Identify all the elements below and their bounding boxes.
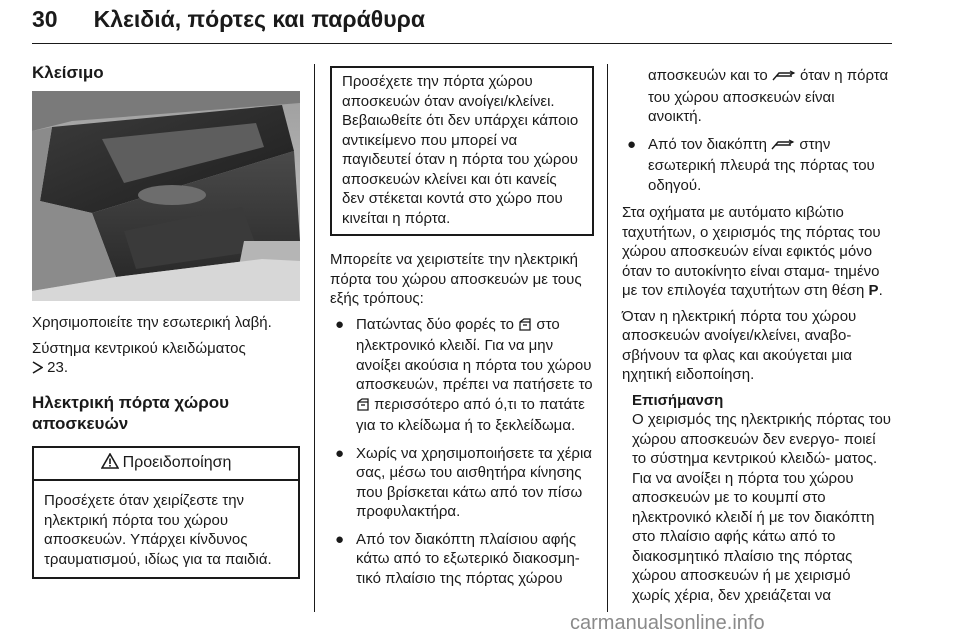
bullet-text: Πατώντας δύο φορές το [356, 315, 519, 333]
list-item [622, 135, 892, 196]
bullet-text: Από τον διακόπτη πλαίσιου αφής κάτω από το εξωτερικό διακοσμη- τικό πλαίσιο της πόρτας χώρου [356, 530, 580, 587]
tailgate-key-icon [356, 397, 370, 417]
chapter-title: Κλειδιά, πόρτες και παράθυρα [93, 6, 425, 32]
warning-box [32, 446, 300, 580]
tailgate-switch-icon [771, 137, 795, 157]
paragraph-text: Στα οχήματα με αυτόματο κιβώτιο ταχυτήτων, ο χειρισμός της πόρτας του χώρου αποσκευών είναι εφικτός μόνο όταν το αυτοκίνητο είναι σταμα- τημένο με τον επιλογέα ταχυτήτων στη θέση [622, 204, 881, 299]
tailgate-switch-icon [772, 68, 796, 88]
bullet-text: αποσκευών και το [648, 67, 772, 84]
bullet-text: Από τον διακόπτη [648, 135, 772, 153]
tailgate-key-icon [518, 317, 532, 337]
column-3 [622, 66, 892, 605]
bullet: ● [627, 135, 637, 153]
note-block [622, 391, 892, 606]
bullet-text: στην εσωτερική πλευρά της πόρτας του οδηγού. [648, 135, 875, 194]
list-item [330, 315, 594, 436]
header-divider [32, 43, 892, 44]
column-divider-2 [607, 64, 608, 612]
operation-list-continued [622, 66, 892, 195]
bullet-text: στο ηλεκτρονικό κλειδί. Για να μην ανοίξει ακούσια η πόρτα του χώρου αποσκευών, πρέπει να πατήσετε το [356, 315, 593, 393]
inner-handle-text: Χρησιμοποιείτε την εσωτερική λαβή. [32, 314, 272, 331]
note-title: Επισήμανση [632, 391, 724, 409]
automatic-transmission-text [622, 203, 892, 301]
page-header [32, 6, 425, 33]
bullet-text: Χωρίς να χρησιμοποιήσετε τα χέρια σας, μέσω του αισθητήρα κίνησης που βρίσκεται κάτω από τον πίσω προφυλακτήρα. [356, 444, 592, 520]
operation-list [330, 315, 594, 589]
warning-title: Προειδοποίηση [122, 453, 232, 471]
warning-text: Προσέχετε όταν χειρίζεστε την ηλεκτρική πόρτα του χώρου αποσκευών. Υπάρχει κίνδυνος τραυματισμού, ιδίως για τα παιδιά. [44, 492, 272, 568]
section-title: Ηλεκτρική πόρτα χώρου αποσκευών [32, 392, 230, 433]
caution-box: Προσέχετε την πόρτα χώρου αποσκευών όταν ανοίγει/κλείνει. Βεβαιωθείτε ότι δεν υπάρχει κάποιο αντικείμενο που μπορεί να παγιδευτεί όταν η πόρτα του χώρου αποσκευών κλείνει και ότι κανείς δεν στέκεται κοντά στο χώρο που κινείται η πόρτα. [330, 66, 594, 236]
central-locking-ref [32, 339, 300, 380]
operation-intro: Μπορείτε να χειριστείτε την ηλεκτρική πόρτα του χώρου αποσκευών με τους εξής τρόπους: [330, 251, 582, 307]
bullet: ● [335, 444, 345, 462]
list-item [622, 66, 892, 127]
paragraph-end: . [878, 282, 883, 299]
tailgate-photo [32, 91, 300, 301]
warning-header [34, 448, 298, 482]
bullet: ● [335, 315, 345, 333]
watermark: carmanualsonline.info [570, 612, 765, 634]
note-text: Ο χειρισμός της ηλεκτρικής πόρτας του χώρου αποσκευών δεν ενεργο- ποιεί το σύστημα κεντρικού κλειδώ- ματος. Για να ανοίξει η πόρτα του χώρου αποσκευών με το κουμπί στο ηλεκτρονικό κλειδί ή με τον διακόπτη στο πλαίσιο αφής κάτω από το διακοσμητικό πλαίσιο της πόρτας χώρου αποσκευών ή με χειρισμό χωρίς χέρια, δεν χρειάζεται να [632, 411, 892, 604]
reference-arrow-icon [32, 360, 43, 380]
bullet-text: όταν η πόρτα του χώρου αποσκευών είναι ανοικτή. [648, 67, 889, 125]
page-reference: 23. [43, 359, 69, 376]
bullet: ● [335, 530, 345, 548]
column-divider-1 [314, 64, 315, 612]
list-item [330, 444, 594, 522]
indicator-text: Όταν η ηλεκτρική πόρτα του χώρου αποσκευών ανοίγει/κλείνει, αναβο- σβήνουν τα φλας και ακούγεται μια ηχητική ειδοποίηση. [622, 307, 857, 383]
column-2 [330, 66, 594, 596]
page-number: 30 [32, 6, 58, 32]
closing-heading: Κλείσιμο [32, 63, 104, 82]
central-locking-label: Σύστημα κεντρικού κλειδώματος [32, 339, 246, 357]
warning-triangle-icon [101, 453, 119, 475]
bullet-text: περισσότερο από ό,τι το πατάτε για το κλείδωμα ή το ξεκλείδωμα. [356, 395, 585, 434]
column-1 [32, 62, 300, 579]
gear-position: P [868, 282, 879, 299]
list-item [330, 530, 594, 589]
